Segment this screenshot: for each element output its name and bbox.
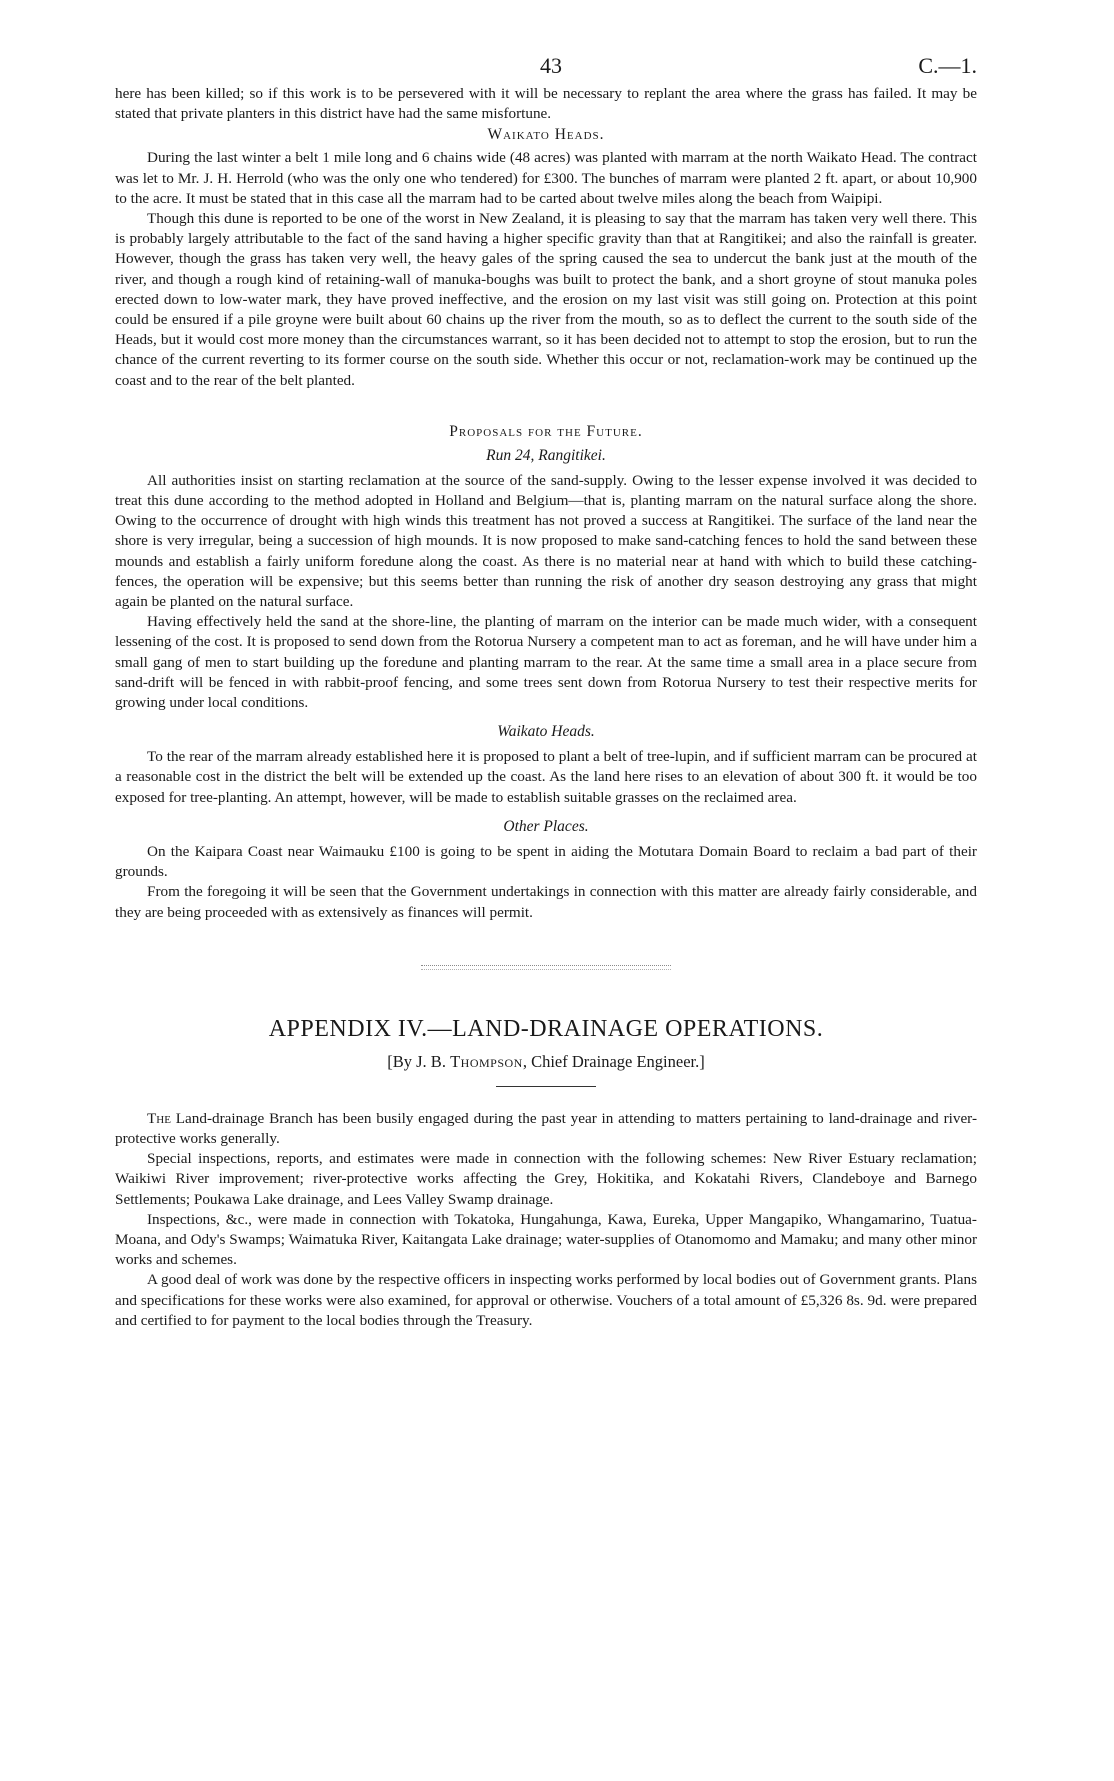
- section-heading-proposals: Proposals for the Future.: [449, 422, 643, 440]
- byline-author-name: Thompson: [450, 1051, 523, 1071]
- subheading-waikato-heads: Waikato Heads.: [497, 723, 595, 741]
- byline-open: [By J. B.: [387, 1051, 451, 1071]
- section-divider-ornament: [421, 965, 671, 970]
- paragraph-kaipara: On the Kaipara Coast near Waimauku £100 is going to be spent in aiding the Motutara Domain Board to reclaim a bad part of their grounds.: [115, 842, 977, 881]
- paragraph-special-inspections: Special inspections, reports, and estimates were made in connection with the following schemes: New River Estuary reclamation; Waikiwi River improvement; river-protective works affecting the Grey, Hokitika, and Kokatahi Rivers, Clandeboye and Barnego Settlements; Poukawa Lake drainage, and Lees Valley Swamp drainage.: [115, 1150, 977, 1208]
- page-number: 43: [540, 53, 562, 78]
- drainage-intro-text: Land-drainage Branch has been busily engaged during the past year in attending to matters pertaining to land-drainage and river-protective works generally.: [115, 1109, 977, 1147]
- lead-word: The: [147, 1109, 171, 1127]
- paragraph-drainage-intro: [115, 1109, 977, 1149]
- paragraph-continuation: here has been killed; so if this work is to be persevered with it will be necessary to replant the area where the grass has failed. It may be stated that private planters in this district have had the same misfortune.: [115, 85, 977, 123]
- title-rule: [496, 1086, 596, 1087]
- report-code: C.—1.: [918, 53, 977, 78]
- paragraph-run24-reclamation: All authorities insist on starting reclamation at the source of the sand-supply. Owing to the lesser expense involved it was decided to treat this dune according to the method adopted in Holland and Belgium—that is, planting marram on the natural surface along the shore. Owing to the occurrence of drought with high winds this treatment has not proved a success at Rangitikei. The surface of the land near the shore is very irregular, being a succession of high mounds. It is now proposed to make sand-catching fences to hold the sand between these mounds and establish a fairly uniform foredune along the coast. As there is no material near at hand with which to build these catching-fences, the operation will be expensive; but this seems better than running the risk of another dry season destroying any grass that might again be planted on the natural surface.: [115, 471, 977, 611]
- byline: [115, 1050, 977, 1074]
- section-heading-waikato-heads: Waikato Heads.: [487, 126, 605, 144]
- paragraph-local-bodies: A good deal of work was done by the respective officers in inspecting works performed by local bodies out of Government grants. Plans and specifications for these works were also examined, for approval or otherwise. Vouchers of a total amount of £5,326 8s. 9d. were prepared and certified to for payment to the local bodies through the Treasury.: [115, 1271, 977, 1329]
- subheading-run-24: Run 24, Rangitikei.: [486, 446, 606, 464]
- page-header: [115, 0, 977, 84]
- subheading-other-places: Other Places.: [503, 817, 589, 835]
- document-page: [115, 0, 977, 1331]
- paragraph-waikato-planting: During the last winter a belt 1 mile long and 6 chains wide (48 acres) was planted with marram at the north Waikato Head. The contract was let to Mr. J. H. Herrold (who was the only one who tendered) for £300. The bunches of marram were planted 2 ft. apart, or about 10,900 to the acre. It must be stated that in this case all the marram had to be carted about twelve miles along the beach from Waipipi.: [115, 149, 977, 207]
- paragraph-run24-planting: Having effectively held the sand at the shore-line, the planting of marram on the interior can be made much wider, with a consequent lessening of the cost. It is proposed to send down from the Rotorua Nursery a competent man to act as foreman, and he will have under him a small gang of men to start building up the foredune and planting marram to the rear. At the same time a small area in a place secure from sand-drift will be fenced in with rabbit-proof fencing, and some trees sent down from Rotorua Nursery to test their respective merits for growing under local conditions.: [115, 613, 977, 712]
- appendix-title: APPENDIX IV.—LAND-DRAINAGE OPERATIONS.: [268, 1015, 824, 1042]
- byline-role: , Chief Drainage Engineer.]: [522, 1051, 705, 1071]
- paragraph-waikato-lupin: To the rear of the marram already established here it is proposed to plant a belt of tree-lupin, and if sufficient marram can be procured at a reasonable cost in the district the belt will be extended up the coast. As the land here rises to an elevation of about 300 ft. it would be too exposed for tree-planting. An attempt, however, will be made to establish suitable grasses on the reclaimed area.: [115, 748, 977, 806]
- paragraph-inspections: Inspections, &c., were made in connection with Tokatoka, Hungahunga, Kawa, Eureka, Upper Mangapiko, Whangamarino, Tuatua-Moana, and Ody's Swamps; Waimatuka River, Kaitangata Lake drainage; water-supplies of Otanomomo and Mamaku; and many other minor works and schemes.: [115, 1210, 977, 1269]
- paragraph-waikato-erosion: Though this dune is reported to be one of the worst in New Zealand, it is pleasing to say that the marram has taken very well there. This is probably largely attributable to the fact of the sand having a higher specific gravity than that at Rangitikei; and also the rainfall is greater. However, though the grass has taken very well, the heavy gales of the spring caused the sea to undercut the bank just at the mouth of the river, and though a rough kind of retaining-wall of manuka-boughs was built to protect the bank, and a short groyne of stout manuka poles erected down to low-water mark, they have proved ineffective, and the erosion on my last visit was still going on. Protection at this point could be ensured if a pile groyne were built about 60 chains up the river from the mouth, so as to deflect the current to the south side of the Heads, but it would cost more money than the circumstances warrant, so it has been decided not to attempt to stop the erosion, but to run the chance of the current reverting to its former course on the south side. Whether this occur or not, reclamation-work may be continued up the coast and to the rear of the belt planted.: [115, 210, 977, 389]
- paragraph-conclusion: From the foregoing it will be seen that the Government undertakings in connection with this matter are already fairly considerable, and they are being proceeded with as extensively as finances will permit.: [115, 883, 977, 921]
